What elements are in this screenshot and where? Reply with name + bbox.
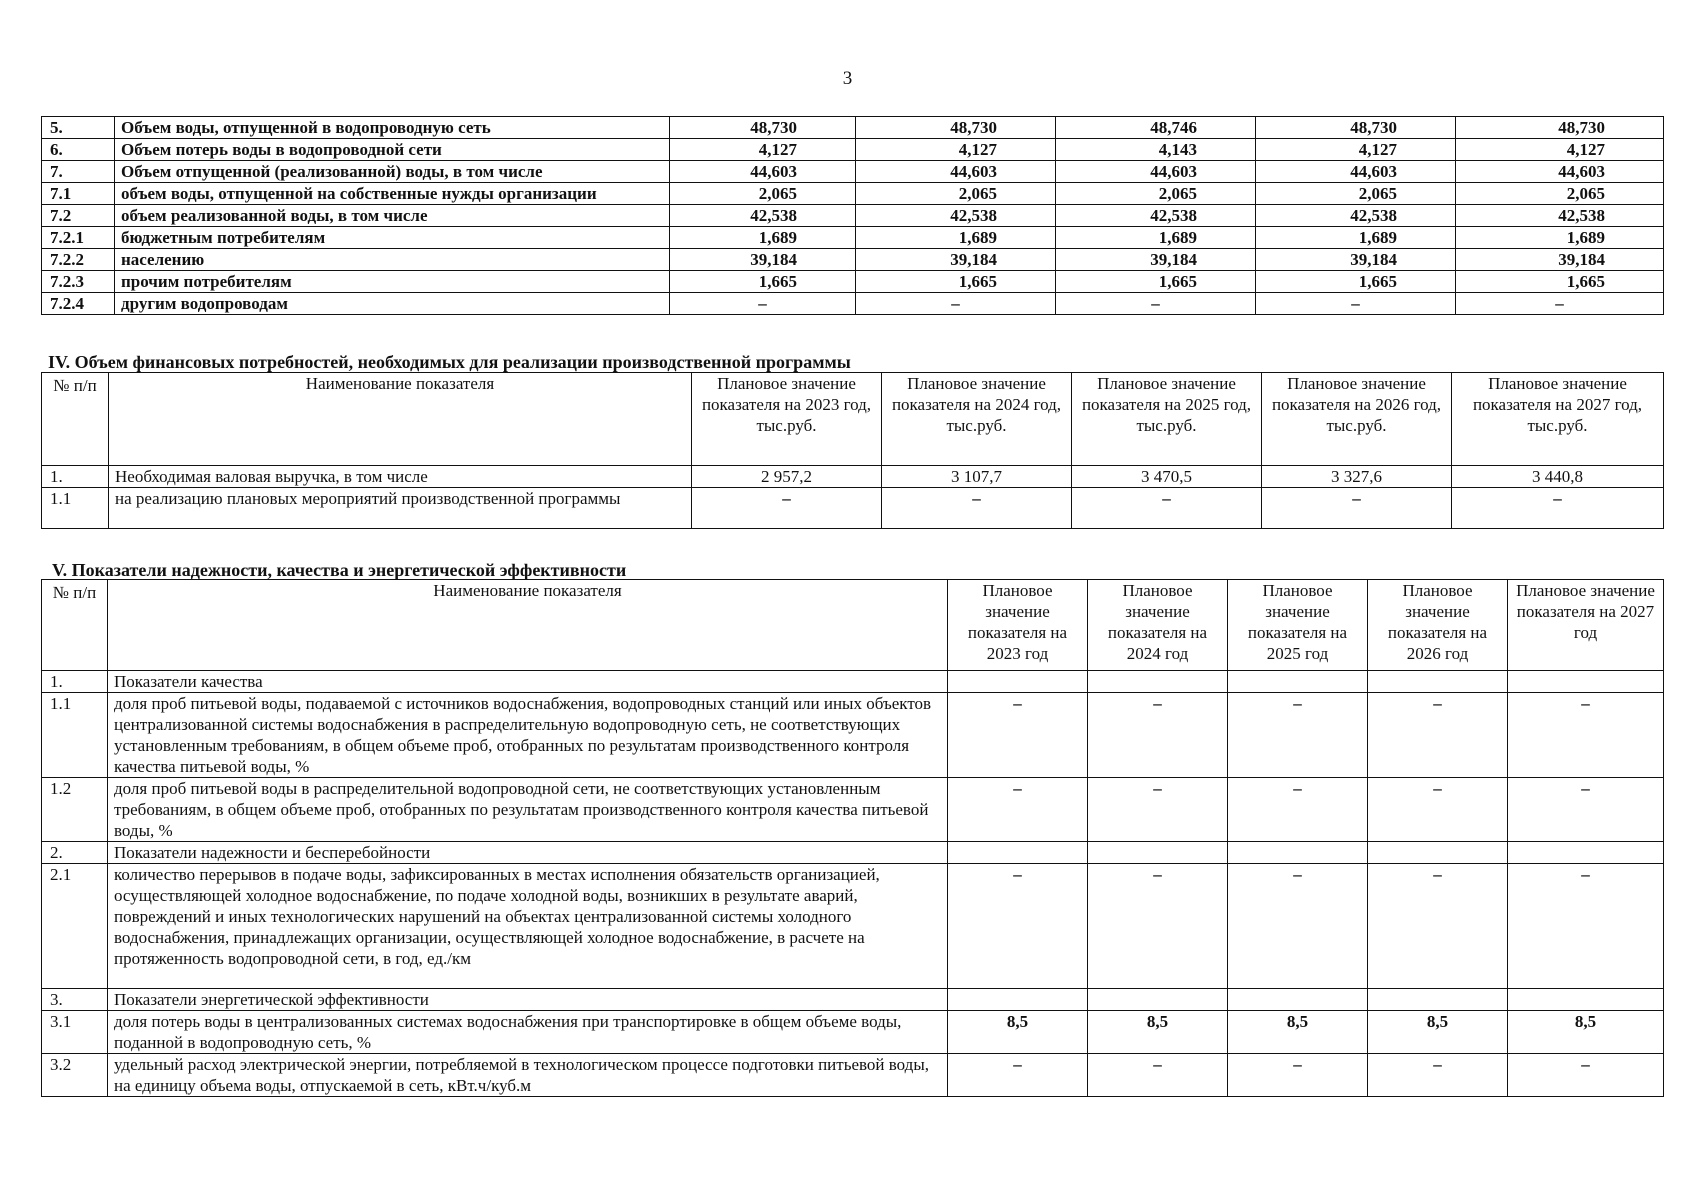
header-index: № п/п [42, 373, 109, 466]
row-index: 3.1 [42, 1011, 108, 1054]
row-value-2026 [1368, 671, 1508, 693]
row-value-2027: 42,538 [1456, 205, 1664, 227]
row-value-2024: – [1088, 778, 1228, 842]
table-row [42, 1054, 1664, 1097]
table-header-row [42, 580, 1664, 671]
row-value-2023: 2,065 [670, 183, 856, 205]
row-value-2025: 8,5 [1228, 1011, 1368, 1054]
row-value-2024: – [1088, 693, 1228, 778]
row-index: 1. [42, 466, 109, 488]
row-value-2027 [1508, 671, 1664, 693]
row-index: 1.1 [42, 488, 109, 529]
table-row [42, 466, 1664, 488]
row-value-2026 [1368, 842, 1508, 864]
header-indicator-name: Наименование показателя [109, 373, 692, 466]
row-value-2025: 48,746 [1056, 117, 1256, 139]
row-index: 5. [42, 117, 115, 139]
row-value-2027 [1508, 842, 1664, 864]
table-row [42, 693, 1664, 778]
row-value-2023: 8,5 [948, 1011, 1088, 1054]
row-value-2023: 42,538 [670, 205, 856, 227]
row-value-2023: – [692, 488, 882, 529]
row-value-2024: 48,730 [856, 117, 1056, 139]
row-value-2025: – [1072, 488, 1262, 529]
header-year-2027: Плановое значение показателя на 2027 год [1508, 580, 1664, 671]
row-value-2024: 1,689 [856, 227, 1056, 249]
row-indicator-name: Показатели энергетической эффективности [108, 989, 948, 1011]
row-value-2026: 1,689 [1256, 227, 1456, 249]
table-row [42, 161, 1664, 183]
row-indicator-name: Объем отпущенной (реализованной) воды, в том числе [115, 161, 670, 183]
header-index: № п/п [42, 580, 108, 671]
table-row [42, 117, 1664, 139]
row-indicator-name: бюджетным потребителям [115, 227, 670, 249]
row-value-2025: – [1056, 293, 1256, 315]
row-value-2027: – [1452, 488, 1664, 529]
row-index: 7.2.2 [42, 249, 115, 271]
header-year-2026: Плановое значение показателя на 2026 год [1368, 580, 1508, 671]
row-index: 7.2.4 [42, 293, 115, 315]
table-row [42, 227, 1664, 249]
reliability-quality-table [41, 579, 1664, 1097]
header-year-2025: Плановое значение показателя на 2025 год, тыс.руб. [1072, 373, 1262, 466]
row-value-2027: – [1508, 1054, 1664, 1097]
table-row [42, 864, 1664, 989]
header-year-2023: Плановое значение показателя на 2023 год [948, 580, 1088, 671]
row-index: 1.2 [42, 778, 108, 842]
row-value-2024 [1088, 671, 1228, 693]
row-value-2027: 1,689 [1456, 227, 1664, 249]
table-row [42, 205, 1664, 227]
row-indicator-name: Показатели качества [108, 671, 948, 693]
row-value-2025: – [1228, 1054, 1368, 1097]
row-index: 6. [42, 139, 115, 161]
row-value-2025 [1228, 989, 1368, 1011]
row-value-2025: 3 470,5 [1072, 466, 1262, 488]
row-value-2027: – [1456, 293, 1664, 315]
row-value-2027: 3 440,8 [1452, 466, 1664, 488]
row-value-2027: 4,127 [1456, 139, 1664, 161]
table-row [42, 183, 1664, 205]
row-value-2023: – [948, 693, 1088, 778]
header-year-2027: Плановое значение показателя на 2027 год, тыс.руб. [1452, 373, 1664, 466]
row-value-2026: 1,665 [1256, 271, 1456, 293]
row-value-2027: – [1508, 864, 1664, 989]
row-value-2024: 44,603 [856, 161, 1056, 183]
table-row [42, 671, 1664, 693]
row-indicator-name: прочим потребителям [115, 271, 670, 293]
row-value-2023: 44,603 [670, 161, 856, 183]
row-value-2023: – [948, 1054, 1088, 1097]
row-indicator-name: другим водопроводам [115, 293, 670, 315]
row-value-2025: – [1228, 864, 1368, 989]
row-value-2024: – [1088, 864, 1228, 989]
row-value-2026: 4,127 [1256, 139, 1456, 161]
row-value-2024: – [882, 488, 1072, 529]
row-indicator-name: населению [115, 249, 670, 271]
row-index: 1. [42, 671, 108, 693]
row-value-2027: – [1508, 778, 1664, 842]
row-value-2026: – [1368, 1054, 1508, 1097]
row-value-2025 [1228, 671, 1368, 693]
row-value-2024: 3 107,7 [882, 466, 1072, 488]
table-row [42, 271, 1664, 293]
row-value-2026 [1368, 989, 1508, 1011]
header-year-2024: Плановое значение показателя на 2024 год, тыс.руб. [882, 373, 1072, 466]
row-value-2027: 1,665 [1456, 271, 1664, 293]
row-indicator-name: объем реализованной воды, в том числе [115, 205, 670, 227]
row-index: 7.2 [42, 205, 115, 227]
table-row [42, 249, 1664, 271]
row-value-2025: 39,184 [1056, 249, 1256, 271]
row-value-2027: 44,603 [1456, 161, 1664, 183]
row-value-2024: 39,184 [856, 249, 1056, 271]
page-number: 3 [842, 68, 853, 89]
row-value-2023 [948, 671, 1088, 693]
row-value-2024: 4,127 [856, 139, 1056, 161]
table-row [42, 1011, 1664, 1054]
row-value-2025 [1228, 842, 1368, 864]
row-index: 1.1 [42, 693, 108, 778]
header-indicator-name: Наименование показателя [108, 580, 948, 671]
table-row [42, 778, 1664, 842]
row-value-2024: 8,5 [1088, 1011, 1228, 1054]
row-value-2026: 48,730 [1256, 117, 1456, 139]
row-value-2023: – [948, 864, 1088, 989]
row-value-2026: 42,538 [1256, 205, 1456, 227]
row-indicator-name: доля проб питьевой воды в распределительной водопроводной сети, не соответствующих установленным требованиям, в общем объеме проб, отобранных по результатам производственного контроля качества питьевой воды, % [108, 778, 948, 842]
section-v-title: V. Показатели надежности, качества и энергетической эффективности [52, 560, 627, 580]
row-value-2026: 39,184 [1256, 249, 1456, 271]
row-value-2023: 1,689 [670, 227, 856, 249]
row-index: 3.2 [42, 1054, 108, 1097]
row-value-2024: 1,665 [856, 271, 1056, 293]
row-indicator-name: доля проб питьевой воды, подаваемой с источников водоснабжения, водопроводных станций или иных объектов централизованной системы водоснабжения в распределительную водопроводную сеть, не соответствующих установленным требованиям, в общем объеме проб, отобранных по результатам производственного контроля качества питьевой воды, % [108, 693, 948, 778]
row-value-2027 [1508, 989, 1664, 1011]
table-row [42, 989, 1664, 1011]
row-value-2026: – [1256, 293, 1456, 315]
row-value-2026: 44,603 [1256, 161, 1456, 183]
production-volumes-table [41, 116, 1664, 315]
row-value-2026: – [1368, 778, 1508, 842]
financial-needs-table [41, 372, 1664, 529]
row-value-2024: 2,065 [856, 183, 1056, 205]
row-value-2024: 42,538 [856, 205, 1056, 227]
row-value-2026: – [1368, 864, 1508, 989]
row-indicator-name: удельный расход электрической энергии, потребляемой в технологическом процессе подготовки питьевой воды, на единицу объема воды, отпускаемой в сеть, кВт.ч/куб.м [108, 1054, 948, 1097]
row-value-2023: 4,127 [670, 139, 856, 161]
table-row [42, 293, 1664, 315]
header-year-2023: Плановое значение показателя на 2023 год, тыс.руб. [692, 373, 882, 466]
header-year-2025: Плановое значение показателя на 2025 год [1228, 580, 1368, 671]
row-value-2023: 2 957,2 [692, 466, 882, 488]
table-row [42, 842, 1664, 864]
row-value-2027: 8,5 [1508, 1011, 1664, 1054]
row-indicator-name: Объем воды, отпущенной в водопроводную сеть [115, 117, 670, 139]
row-value-2023 [948, 989, 1088, 1011]
row-index: 7.2.1 [42, 227, 115, 249]
row-index: 7.1 [42, 183, 115, 205]
header-year-2024: Плановое значение показателя на 2024 год [1088, 580, 1228, 671]
row-value-2025: 2,065 [1056, 183, 1256, 205]
row-value-2023 [948, 842, 1088, 864]
row-value-2025: – [1228, 693, 1368, 778]
row-indicator-name: Объем потерь воды в водопроводной сети [115, 139, 670, 161]
row-value-2027: 2,065 [1456, 183, 1664, 205]
row-value-2026: – [1368, 693, 1508, 778]
row-index: 2.1 [42, 864, 108, 989]
row-value-2023: 39,184 [670, 249, 856, 271]
section-iv-title: IV. Объем финансовых потребностей, необходимых для реализации производственной программы [48, 352, 851, 372]
row-value-2023: 48,730 [670, 117, 856, 139]
row-value-2025: 1,665 [1056, 271, 1256, 293]
row-value-2027: – [1508, 693, 1664, 778]
table-row [42, 488, 1664, 529]
row-value-2027: 48,730 [1456, 117, 1664, 139]
row-indicator-name: объем воды, отпущенной на собственные нужды организации [115, 183, 670, 205]
row-value-2023: – [670, 293, 856, 315]
row-indicator-name: на реализацию плановых мероприятий производственной программы [109, 488, 692, 529]
row-value-2026: 3 327,6 [1262, 466, 1452, 488]
row-value-2024 [1088, 842, 1228, 864]
table-row [42, 139, 1664, 161]
table-header-row [42, 373, 1664, 466]
row-indicator-name: доля потерь воды в централизованных системах водоснабжения при транспортировке в общем объеме воды, поданной в водопроводную сеть, % [108, 1011, 948, 1054]
row-value-2024: – [1088, 1054, 1228, 1097]
row-value-2026: – [1262, 488, 1452, 529]
row-value-2027: 39,184 [1456, 249, 1664, 271]
row-index: 2. [42, 842, 108, 864]
row-value-2023: – [948, 778, 1088, 842]
row-value-2025: 4,143 [1056, 139, 1256, 161]
row-value-2025: 1,689 [1056, 227, 1256, 249]
row-index: 7.2.3 [42, 271, 115, 293]
row-indicator-name: количество перерывов в подаче воды, зафиксированных в местах исполнения обязательств организацией, осуществляющей холодное водоснабжение, по подаче холодной воды, возникших в результате аварий, повреждений и иных технологических нарушений на объектах централизованной системы холодного водоснабжения, принадлежащих организации, осуществляющей холодное водоснабжение, в расчете на протяженность водопроводной сети, в год, ед./км [108, 864, 948, 989]
row-value-2023: 1,665 [670, 271, 856, 293]
row-value-2026: 8,5 [1368, 1011, 1508, 1054]
row-value-2026: 2,065 [1256, 183, 1456, 205]
row-indicator-name: Необходимая валовая выручка, в том числе [109, 466, 692, 488]
row-value-2025: – [1228, 778, 1368, 842]
row-value-2025: 44,603 [1056, 161, 1256, 183]
row-value-2025: 42,538 [1056, 205, 1256, 227]
row-indicator-name: Показатели надежности и бесперебойности [108, 842, 948, 864]
row-index: 3. [42, 989, 108, 1011]
row-value-2024: – [856, 293, 1056, 315]
header-year-2026: Плановое значение показателя на 2026 год, тыс.руб. [1262, 373, 1452, 466]
row-value-2024 [1088, 989, 1228, 1011]
row-index: 7. [42, 161, 115, 183]
